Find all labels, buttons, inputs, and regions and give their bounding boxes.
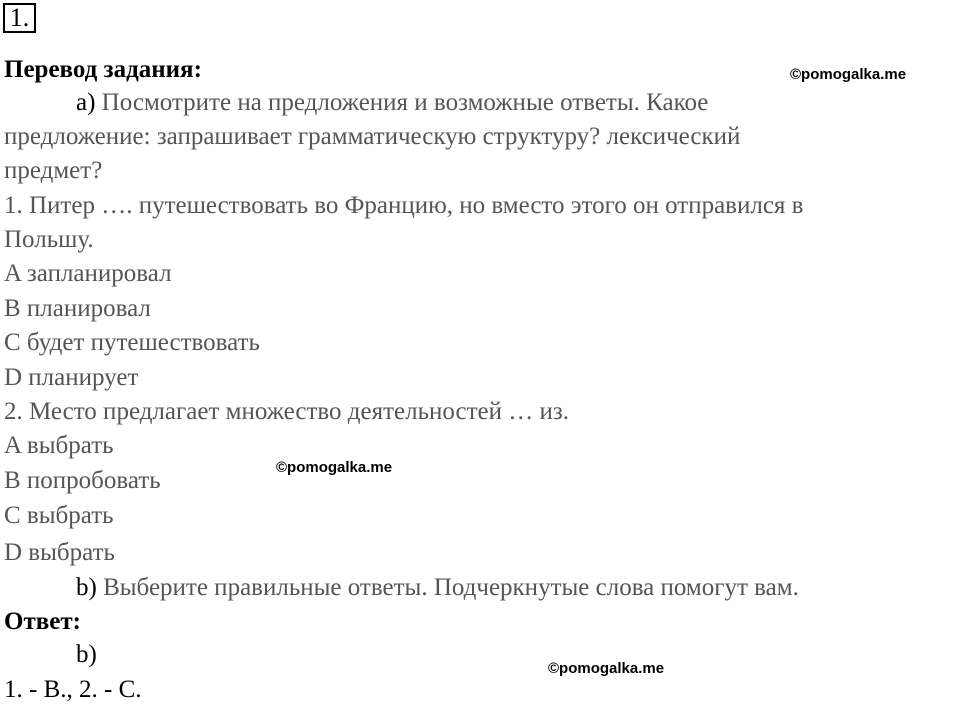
watermark-middle: ©pomogalka.me	[276, 459, 393, 476]
question-1-line-2: Польшу.	[4, 226, 94, 253]
watermark-bottom: ©pomogalka.me	[548, 660, 665, 677]
part-a-line-2: предложение: запрашивает грамматическую структуру? лексический	[4, 123, 741, 150]
part-a-marker: a)	[76, 89, 96, 116]
q1-option-d: D планирует	[4, 364, 139, 391]
watermark-top: ©pomogalka.me	[790, 66, 907, 83]
task-number-box: 1.	[3, 3, 36, 33]
answer-marker: b)	[76, 641, 97, 668]
part-a-text: Посмотрите на предложения и возможные ответы. Какое	[101, 89, 709, 116]
question-2-line: 2. Место предлагает множество деятельностей … из.	[4, 398, 569, 425]
part-b-marker: b)	[76, 574, 97, 601]
q2-option-a: A выбрать	[4, 432, 114, 459]
part-a-line-1	[76, 88, 708, 118]
question-1-line-1: 1. Питер …. путешествовать во Францию, но вместо этого он отправился в	[4, 192, 804, 219]
q1-option-a: A запланировал	[4, 260, 172, 287]
answer-heading: Ответ:	[4, 608, 81, 635]
part-b-line	[76, 573, 799, 603]
part-a-line-3: предмет?	[4, 157, 103, 184]
q1-option-b: B планировал	[4, 295, 151, 322]
q1-option-c: C будет путешествовать	[4, 329, 260, 356]
q2-option-d: D выбрать	[4, 539, 115, 566]
part-b-text: Выберите правильные ответы. Подчеркнутые слова помогут вам.	[103, 574, 799, 601]
q2-option-b: B попробовать	[4, 467, 161, 494]
translation-heading: Перевод задания:	[4, 56, 202, 83]
q2-option-c: C выбрать	[4, 502, 114, 529]
answer-text: 1. - B., 2. - C.	[4, 676, 142, 703]
